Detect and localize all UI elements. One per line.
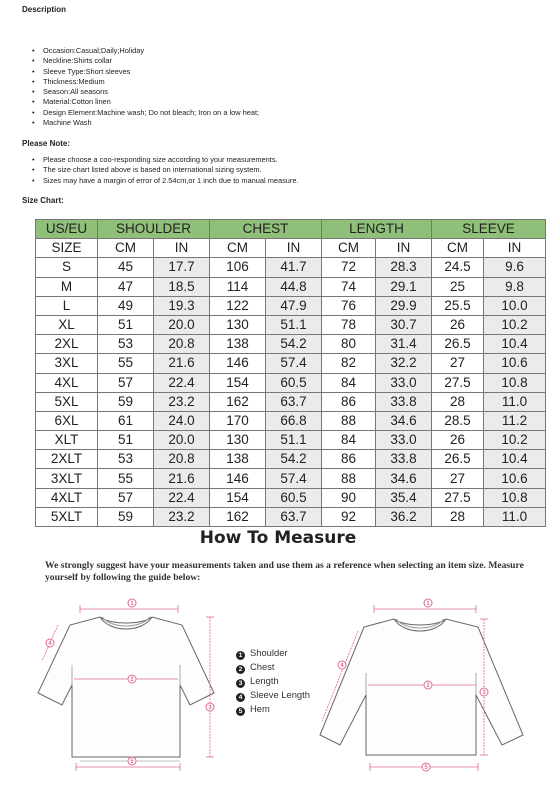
svg-text:3: 3: [482, 690, 486, 697]
size-label-cell: 3XL: [36, 354, 98, 373]
table-cell: 130: [210, 315, 266, 334]
table-cell: 26: [432, 315, 484, 334]
table-row: [36, 315, 546, 334]
svg-text:5: 5: [424, 765, 428, 772]
table-row: [36, 469, 546, 488]
table-cell: 27.5: [432, 488, 484, 507]
legend-item: 5 Hem: [236, 702, 310, 716]
table-cell: 26.5: [432, 450, 484, 469]
table-cell: 28: [432, 392, 484, 411]
table-cell: 20.0: [154, 315, 210, 334]
size-label-cell: 6XL: [36, 411, 98, 430]
list-item: • Thickness:Medium: [23, 77, 259, 87]
column-group-header: SLEEVE: [432, 220, 546, 239]
table-cell: 10.2: [484, 315, 546, 334]
unit-header: CM: [432, 239, 484, 258]
table-cell: 10.8: [484, 488, 546, 507]
table-cell: 138: [210, 450, 266, 469]
list-item: • Sizes may have a margin of error of 2.54cm,or 1 inch due to manual measure.: [23, 176, 299, 186]
table-cell: 84: [322, 431, 376, 450]
list-item: • Neckline:Shirts collar: [23, 56, 259, 66]
table-cell: 20.8: [154, 335, 210, 354]
size-label-cell: XL: [36, 315, 98, 334]
table-cell: 54.2: [266, 450, 322, 469]
long-sleeve-diagram: [318, 595, 533, 775]
table-row: [36, 411, 546, 430]
unit-header: IN: [376, 239, 432, 258]
list-item: • The size chart listed above is based on international sizing system.: [23, 165, 299, 175]
column-group-header: LENGTH: [322, 220, 432, 239]
table-cell: 26: [432, 431, 484, 450]
description-list: [23, 46, 259, 128]
table-cell: 22.4: [154, 373, 210, 392]
table-cell: 10.0: [484, 296, 546, 315]
description-heading: Description: [22, 5, 67, 14]
table-cell: 18.5: [154, 277, 210, 296]
table-row: [36, 258, 546, 277]
table-cell: 146: [210, 354, 266, 373]
unit-header: CM: [98, 239, 154, 258]
table-row: [36, 296, 546, 315]
table-size-label: SIZE: [36, 239, 98, 258]
table-row: [36, 277, 546, 296]
table-cell: 76: [322, 296, 376, 315]
size-chart-heading: Size Chart:: [22, 196, 64, 205]
table-cell: 60.5: [266, 488, 322, 507]
table-cell: 24.5: [432, 258, 484, 277]
column-group-header: CHEST: [210, 220, 322, 239]
table-row: [36, 507, 546, 526]
table-cell: 23.2: [154, 392, 210, 411]
table-cell: 162: [210, 507, 266, 526]
table-unit-row: [36, 239, 546, 258]
table-cell: 20.0: [154, 431, 210, 450]
table-cell: 28: [432, 507, 484, 526]
table-cell: 11.0: [484, 392, 546, 411]
table-cell: 130: [210, 431, 266, 450]
table-cell: 29.1: [376, 277, 432, 296]
table-cell: 27.5: [432, 373, 484, 392]
svg-text:4: 4: [48, 641, 52, 648]
table-cell: 66.8: [266, 411, 322, 430]
list-item: • Sleeve Type:Short sleeves: [23, 67, 259, 77]
table-cell: 106: [210, 258, 266, 277]
table-cell: 162: [210, 392, 266, 411]
table-cell: 55: [98, 354, 154, 373]
table-cell: 25.5: [432, 296, 484, 315]
measure-suggestion: We strongly suggest have your measurements taken and use them as a reference when selecting an item size. Measure yourself by following the guide below:: [45, 560, 524, 583]
table-row: [36, 354, 546, 373]
table-cell: 63.7: [266, 507, 322, 526]
table-cell: 88: [322, 469, 376, 488]
table-cell: 146: [210, 469, 266, 488]
size-label-cell: 4XLT: [36, 488, 98, 507]
table-cell: 11.2: [484, 411, 546, 430]
table-row: [36, 488, 546, 507]
table-cell: 44.8: [266, 277, 322, 296]
table-cell: 10.6: [484, 469, 546, 488]
list-item: • Occasion:Casual;Daily;Holiday: [23, 46, 259, 56]
table-cell: 57: [98, 373, 154, 392]
size-chart-table: [35, 219, 546, 527]
table-cell: 45: [98, 258, 154, 277]
table-cell: 10.8: [484, 373, 546, 392]
table-cell: 59: [98, 392, 154, 411]
table-cell: 55: [98, 469, 154, 488]
table-cell: 86: [322, 450, 376, 469]
table-cell: 60.5: [266, 373, 322, 392]
table-cell: 57.4: [266, 469, 322, 488]
table-cell: 51: [98, 431, 154, 450]
legend-item: 1 Shoulder: [236, 646, 310, 660]
table-cell: 57: [98, 488, 154, 507]
table-cell: 72: [322, 258, 376, 277]
table-cell: 21.6: [154, 354, 210, 373]
legend-item: 4 Sleeve Length: [236, 688, 310, 702]
list-item: • Material:Cotton linen: [23, 97, 259, 107]
table-cell: 170: [210, 411, 266, 430]
list-item: • Season:All seasons: [23, 87, 259, 97]
table-row: [36, 450, 546, 469]
table-cell: 86: [322, 392, 376, 411]
table-cell: 34.6: [376, 469, 432, 488]
size-label-cell: S: [36, 258, 98, 277]
table-cell: 53: [98, 335, 154, 354]
size-label-cell: 3XLT: [36, 469, 98, 488]
table-cell: 54.2: [266, 335, 322, 354]
size-label-cell: XLT: [36, 431, 98, 450]
table-cell: 10.4: [484, 335, 546, 354]
size-label-cell: 5XLT: [36, 507, 98, 526]
table-row: [36, 392, 546, 411]
table-cell: 41.7: [266, 258, 322, 277]
table-cell: 35.4: [376, 488, 432, 507]
column-group-header: SHOULDER: [98, 220, 210, 239]
unit-header: IN: [484, 239, 546, 258]
legend-item: 3 Length: [236, 674, 310, 688]
table-cell: 9.8: [484, 277, 546, 296]
table-cell: 27: [432, 469, 484, 488]
table-cell: 63.7: [266, 392, 322, 411]
table-cell: 20.8: [154, 450, 210, 469]
table-cell: 23.2: [154, 507, 210, 526]
list-item: • Machine Wash: [23, 118, 259, 128]
table-cell: 36.2: [376, 507, 432, 526]
table-cell: 154: [210, 373, 266, 392]
table-cell: 24.0: [154, 411, 210, 430]
table-row: [36, 431, 546, 450]
svg-text:2: 2: [426, 683, 430, 690]
unit-header: IN: [154, 239, 210, 258]
measure-legend: [236, 646, 310, 716]
list-item: • Design Element:Machine wash; Do not bleach; Iron on a low heat;: [23, 108, 259, 118]
table-cell: 25: [432, 277, 484, 296]
table-cell: 9.6: [484, 258, 546, 277]
table-cell: 29.9: [376, 296, 432, 315]
table-row: [36, 335, 546, 354]
unit-header: CM: [322, 239, 376, 258]
table-cell: 30.7: [376, 315, 432, 334]
table-cell: 84: [322, 373, 376, 392]
table-cell: 154: [210, 488, 266, 507]
note-heading: Please Note:: [22, 139, 71, 148]
table-cell: 82: [322, 354, 376, 373]
size-label-cell: 5XL: [36, 392, 98, 411]
table-cell: 122: [210, 296, 266, 315]
list-item: • Please choose a coo-responding size according to your measurements.: [23, 155, 299, 165]
tshirt-diagram: [32, 595, 222, 775]
table-cell: 33.8: [376, 450, 432, 469]
table-cell: 33.0: [376, 431, 432, 450]
table-cell: 57.4: [266, 354, 322, 373]
table-cell: 59: [98, 507, 154, 526]
table-cell: 47: [98, 277, 154, 296]
table-cell: 80: [322, 335, 376, 354]
table-cell: 22.4: [154, 488, 210, 507]
table-cell: 114: [210, 277, 266, 296]
table-cell: 78: [322, 315, 376, 334]
table-header-row: [36, 220, 546, 239]
table-cell: 53: [98, 450, 154, 469]
svg-text:3: 3: [208, 705, 212, 712]
size-label-cell: 4XL: [36, 373, 98, 392]
table-row: [36, 373, 546, 392]
unit-header: CM: [210, 239, 266, 258]
table-cell: 26.5: [432, 335, 484, 354]
table-corner-label: US/EU: [36, 220, 98, 239]
table-cell: 10.6: [484, 354, 546, 373]
table-cell: 51: [98, 315, 154, 334]
table-cell: 34.6: [376, 411, 432, 430]
table-cell: 138: [210, 335, 266, 354]
table-cell: 32.2: [376, 354, 432, 373]
table-cell: 21.6: [154, 469, 210, 488]
how-to-measure-title: How To Measure: [199, 528, 357, 548]
svg-text:5: 5: [130, 759, 134, 766]
table-cell: 10.2: [484, 431, 546, 450]
unit-header: IN: [266, 239, 322, 258]
table-cell: 27: [432, 354, 484, 373]
table-cell: 10.4: [484, 450, 546, 469]
size-label-cell: L: [36, 296, 98, 315]
table-cell: 49: [98, 296, 154, 315]
table-cell: 61: [98, 411, 154, 430]
table-cell: 51.1: [266, 315, 322, 334]
table-cell: 88: [322, 411, 376, 430]
table-cell: 47.9: [266, 296, 322, 315]
table-cell: 51.1: [266, 431, 322, 450]
size-label-cell: 2XL: [36, 335, 98, 354]
table-cell: 17.7: [154, 258, 210, 277]
svg-text:1: 1: [426, 601, 430, 608]
table-cell: 92: [322, 507, 376, 526]
table-cell: 33.8: [376, 392, 432, 411]
table-cell: 28.3: [376, 258, 432, 277]
table-cell: 33.0: [376, 373, 432, 392]
svg-text:4: 4: [340, 663, 344, 670]
table-cell: 19.3: [154, 296, 210, 315]
svg-text:1: 1: [130, 601, 134, 608]
table-cell: 74: [322, 277, 376, 296]
legend-item: 2 Chest: [236, 660, 310, 674]
note-list: [23, 155, 299, 186]
size-label-cell: 2XLT: [36, 450, 98, 469]
table-cell: 90: [322, 488, 376, 507]
table-cell: 28.5: [432, 411, 484, 430]
table-cell: 31.4: [376, 335, 432, 354]
svg-text:2: 2: [130, 677, 134, 684]
table-cell: 11.0: [484, 507, 546, 526]
size-label-cell: M: [36, 277, 98, 296]
